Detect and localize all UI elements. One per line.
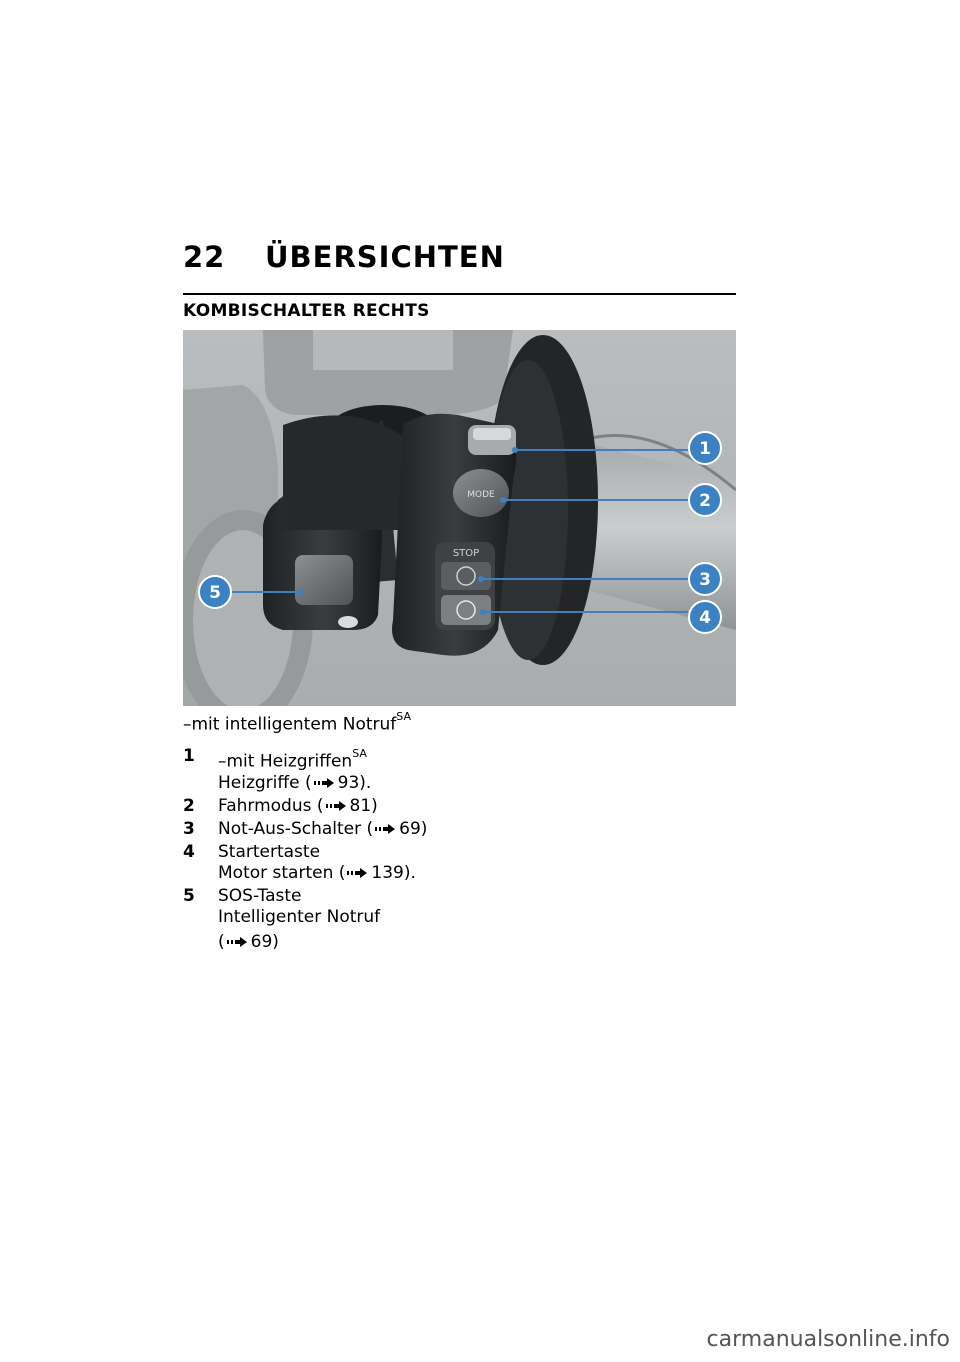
legend-text: Heizgriffe (218, 772, 300, 793)
legend-item: 1 –mit Heizgriffen$^{SA}$ Heizgriffe ( 93). (183, 746, 372, 793)
caption-text: –mit intelligentem Notruf (183, 714, 397, 735)
mode-button-label: MODE (467, 490, 495, 500)
legend-item: 5 SOS-Taste Intelligenter Notruf ( 69) (183, 886, 736, 953)
callout-5: 5 (209, 583, 221, 603)
legend-item: 3 Not-Aus-Schalter ( 69) (183, 818, 428, 839)
legend-list (183, 746, 736, 955)
legend-number: 3 (183, 818, 195, 839)
figure-caption (183, 710, 412, 735)
callout-4: 4 (699, 608, 711, 628)
stop-label: STOP (452, 548, 480, 559)
callout-1: 1 (699, 439, 711, 459)
page-ref-arrow-icon (375, 823, 397, 835)
legend-text: Fahrmodus (218, 795, 312, 816)
caption-sup: SA (396, 710, 412, 723)
legend-text: Startertaste (218, 841, 321, 862)
callout-3: 3 (699, 570, 711, 590)
legend-sup: SA (352, 747, 367, 760)
page-ref-arrow-icon (347, 867, 369, 879)
legend-number: 5 (183, 885, 195, 906)
switch-figure (183, 330, 736, 706)
page-ref-arrow-icon (326, 800, 348, 812)
callout-2: 2 (699, 491, 711, 511)
legend-number: 4 (183, 841, 195, 862)
watermark: carmanualsonline.info (706, 1327, 950, 1352)
legend-number: 2 (183, 795, 195, 816)
page-ref-link[interactable]: 139). (371, 862, 416, 883)
page-ref-arrow-icon (227, 936, 249, 948)
chapter-title: ÜBERSICHTEN (265, 240, 505, 274)
legend-text: Motor starten (218, 862, 334, 883)
legend-item: 2 Fahrmodus ( 81) (183, 795, 378, 816)
page-ref-link[interactable]: 81) (349, 795, 378, 816)
page-header (183, 240, 736, 280)
section-title: KOMBISCHALTER RECHTS (183, 301, 430, 321)
page-ref-link[interactable]: 69) (399, 818, 428, 839)
legend-text: Intelligenter Notruf (218, 906, 381, 927)
page-number: 22 (183, 240, 226, 274)
page-ref-link[interactable]: 69) (250, 931, 279, 952)
page-ref-arrow-icon (314, 777, 336, 789)
legend-text: –mit Heizgriffen (218, 751, 353, 772)
legend-text: SOS-Taste (218, 885, 302, 906)
legend-text: Not-Aus-Schalter (218, 818, 362, 839)
legend-item: 4 Startertaste Motor starten ( 139). (183, 842, 736, 884)
page-ref-link[interactable]: 93). (337, 772, 372, 793)
legend-number: 1 (183, 746, 195, 766)
header-rule (183, 293, 736, 295)
handlebar-switch-illustration (183, 330, 736, 706)
